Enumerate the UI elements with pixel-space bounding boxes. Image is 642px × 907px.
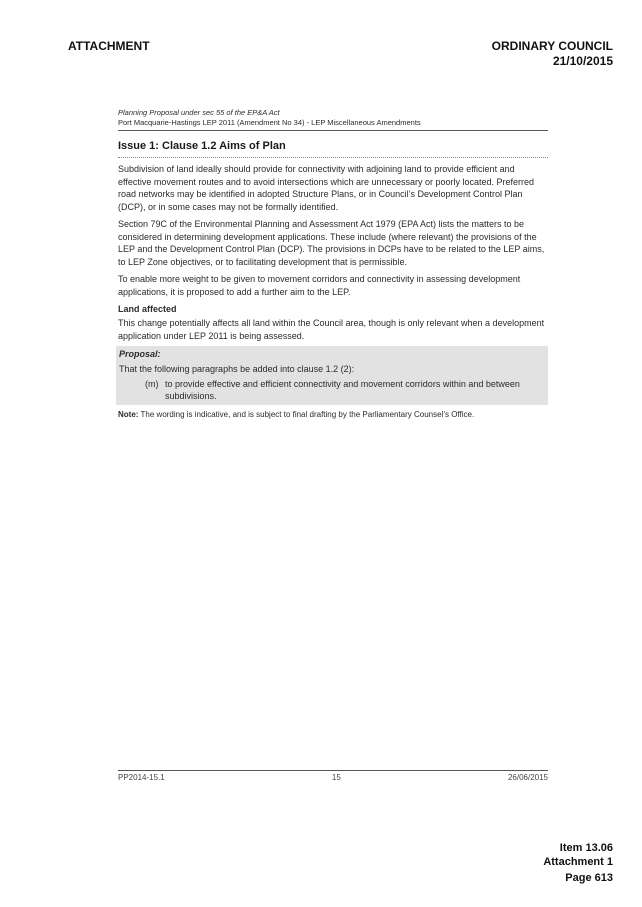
- land-affected-heading: Land affected: [118, 304, 177, 314]
- issue-title: Issue 1: Clause 1.2 Aims of Plan: [118, 139, 548, 158]
- proposal-intro: That the following paragraphs be added into clause 1.2 (2):: [119, 364, 355, 374]
- proposal-box: [116, 346, 548, 405]
- note-label: Note:: [118, 410, 139, 419]
- attachment-number: Attachment 1: [543, 856, 613, 868]
- note: [118, 409, 548, 420]
- land-affected-text: This change potentially affects all land within the Council area, though is only relevant when a development application under LEP 2011 is being assessed.: [118, 318, 545, 341]
- proposal-title: Proposal:: [119, 349, 161, 359]
- document-subheading-act: Planning Proposal under sec 55 of the EP&A Act: [118, 108, 280, 117]
- paragraph-section-79c: Section 79C of the Environmental Planning and Assessment Act 1979 (EPA Act) lists the matters to be considered in determining development applications. These include (where relevant) the provisions of the LEP and the Development Control Plan (DCP). The provisions in DCPs have to be related to the LEP aims, to LEP Zone objectives, or to facilitating development that is permissible.: [118, 219, 545, 267]
- footer-page-number: 15: [331, 773, 341, 782]
- clause-number: (m): [145, 379, 159, 389]
- document-subheading-lep: Port Macquarie-Hastings LEP 2011 (Amendment No 34) - LEP Miscellaneous Amendments: [118, 118, 548, 131]
- paragraph-subdivision: Subdivision of land ideally should provide for connectivity with adjoining land to provide efficient and effective movement routes and to avoid intersections which are unnecessary or poorly located. Preferred road networks may be identified in adopted Structure Plans, or in Council’s Development Control Plan (DCP), or in some cases may not be formally identified.: [118, 164, 535, 212]
- header-meeting-date: 21/10/2015: [552, 54, 613, 68]
- header-meeting-info: [492, 39, 613, 69]
- header-meeting-name: ORDINARY COUNCIL: [491, 39, 613, 53]
- item-number: Item 13.06: [559, 842, 613, 854]
- footer-reference: PP2014-15.1: [118, 773, 165, 782]
- clause-text: to provide effective and efficient connectivity and movement corridors within and between subdivisions.: [165, 379, 520, 401]
- document-footer: [118, 770, 548, 782]
- paragraph-movement-corridors: To enable more weight to be given to movement corridors and connectivity in assessing development applications, it is proposed to add a further aim to the LEP.: [118, 274, 521, 297]
- proposal-clause: [119, 379, 545, 402]
- note-text: The wording is indicative, and is subject to final drafting by the Parliamentary Counsel’s Office.: [138, 410, 475, 419]
- attachment-reference: [543, 841, 613, 869]
- page-number: Page 613: [565, 872, 613, 884]
- footer-date: 26/06/2015: [507, 773, 548, 782]
- header-attachment-label: ATTACHMENT: [68, 39, 150, 53]
- document-body: [118, 108, 548, 420]
